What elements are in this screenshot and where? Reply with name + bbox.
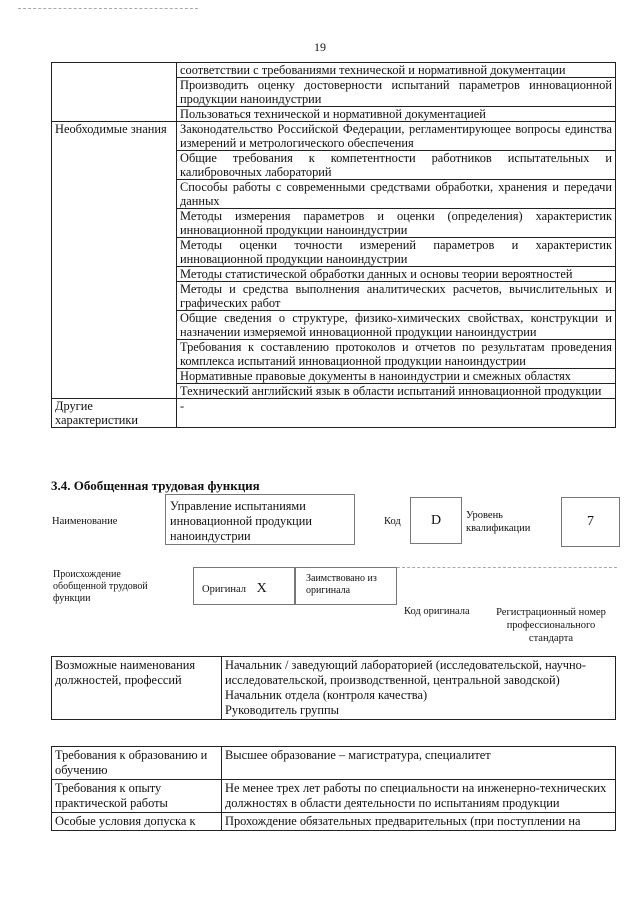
table-cell: Производить оценку достоверности испытаний параметров инновационной продукции наноиндустрии xyxy=(177,78,616,107)
function-name-box: Управление испытаниями инновационной продукции наноиндустрии xyxy=(165,494,355,545)
table-cell: Методы и средства выполнения аналитических расчетов, вычислительных и графических работ xyxy=(177,282,616,311)
requirements-table xyxy=(51,746,616,831)
positions-table xyxy=(51,656,616,720)
position-item: Руководитель группы xyxy=(225,703,339,717)
code-original-label: Код оригинала xyxy=(404,606,470,617)
table-cell: Общие требования к компетентности работников испытательных и калибровочных лабораторий xyxy=(177,151,616,180)
table-cell: Законодательство Российской Федерации, регламентирующее вопросы единства измерений и метрологического обеспечения xyxy=(177,122,616,151)
table-cell: Пользоваться технической и нормативной документацией xyxy=(177,107,616,122)
level-label: Уровень квалификации xyxy=(466,510,531,534)
table-cell: Нормативные правовые документы в наноиндустрии и смежных областях xyxy=(177,369,616,384)
table-cell: Методы оценки точности измерений параметров и характеристик инновационной продукции наноиндустрии xyxy=(177,238,616,267)
row-label-other: Другие характеристики xyxy=(52,399,177,428)
experience-label: Требования к опыту практической работы xyxy=(52,780,222,813)
original-label: Оригинал xyxy=(202,584,246,595)
admission-label: Особые условия допуска к xyxy=(52,813,222,831)
table-cell: Технический английский язык в области испытаний инновационной продукции xyxy=(177,384,616,399)
reg-number-label: Регистрационный номер профессионального стандарта xyxy=(496,607,606,644)
positions-values xyxy=(222,657,616,720)
code-label: Код xyxy=(384,516,401,527)
position-item: Начальник / заведующий лабораторией (исследовательской, научно-исследовательской, производственной, центральной заводской) xyxy=(225,658,586,687)
page-number: 19 xyxy=(314,40,326,54)
dashed-divider xyxy=(397,567,617,568)
skills-knowledge-table xyxy=(51,62,616,428)
name-label: Наименование xyxy=(52,516,118,527)
level-box: 7 xyxy=(561,497,620,547)
header-rule xyxy=(18,8,198,10)
row-label-knowledge: Необходимые знания xyxy=(52,122,177,399)
table-cell: Способы работы с современными средствами обработки, хранения и передачи данных xyxy=(177,180,616,209)
education-label: Требования к образованию и обучению xyxy=(52,747,222,780)
table-cell: Требования к составлению протоколов и отчетов по результатам проведения комплекса испытаний инновационной продукции наноиндустрии xyxy=(177,340,616,369)
position-item: Начальник отдела (контроля качества) xyxy=(225,688,428,702)
table-cell: Методы статистической обработки данных и основы теории вероятностей xyxy=(177,267,616,282)
admission-value: Прохождение обязательных предварительных (при поступлении на xyxy=(222,813,616,831)
table-cell: Общие сведения о структуре, физико-химических свойствах, конструкции и назначении измеряемой инновационной продукции наноиндустрии xyxy=(177,311,616,340)
row-label-empty xyxy=(52,63,177,122)
education-value: Высшее образование – магистратура, специалитет xyxy=(222,747,616,780)
borrowed-box: Заимствовано из оригинала xyxy=(295,567,397,605)
table-cell: соответствии с требованиями технической и нормативной документации xyxy=(177,63,616,78)
origin-label: Происхождение обобщенной трудовой функции xyxy=(53,569,148,604)
table-cell: - xyxy=(177,399,616,428)
section-title: 3.4. Обобщенная трудовая функция xyxy=(51,478,260,493)
code-box: D xyxy=(410,497,462,544)
table-cell: Методы измерения параметров и оценки (определения) характеристик инновационной продукции наноиндустрии xyxy=(177,209,616,238)
original-mark: X xyxy=(256,581,267,596)
original-box xyxy=(193,567,295,605)
experience-value: Не менее трех лет работы по специальности на инженерно-технических должностях в области деятельности по испытаниям продукции xyxy=(222,780,616,813)
positions-label: Возможные наименования должностей, профессий xyxy=(52,657,222,720)
